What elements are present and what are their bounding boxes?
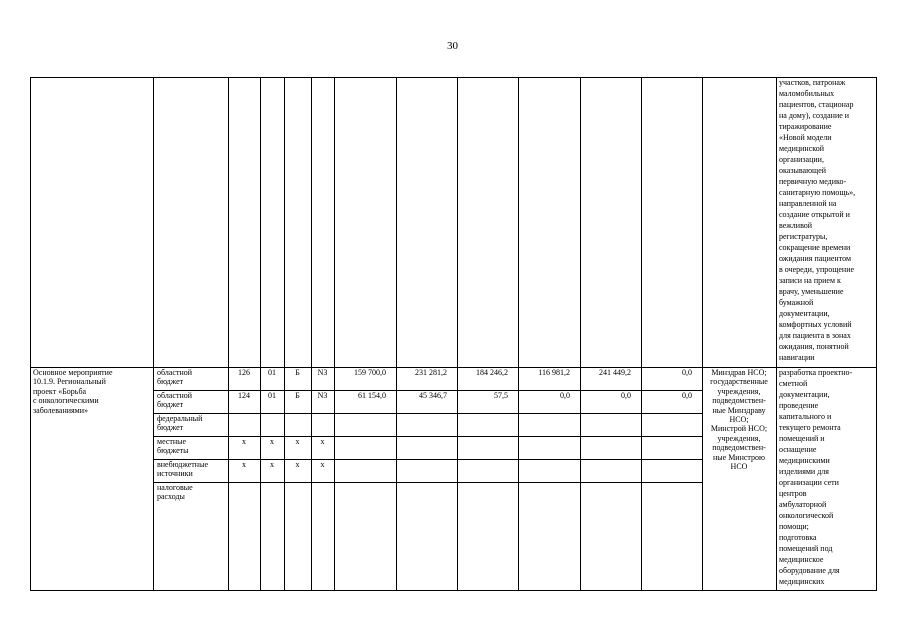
funding-source-label: федеральный — [157, 414, 203, 423]
column-separator — [396, 77, 397, 591]
executor-line: ные Минстрою — [712, 452, 765, 462]
result-text-line: помещений и — [779, 434, 825, 443]
funding-value: 116 981,2 — [538, 368, 570, 377]
funding-source-label: бюджеты — [157, 446, 189, 456]
result-text-line: вежливой — [779, 221, 813, 230]
result-text-line: проведение — [779, 401, 819, 410]
result-text-line: участков, патронаж — [779, 78, 846, 87]
column-separator — [457, 77, 458, 591]
result-text-line: ожидания пациентом — [779, 254, 851, 263]
source-row-separator — [153, 482, 702, 483]
budget-code-rz: 01 — [268, 368, 276, 377]
result-text-line: комфортных условий — [779, 320, 852, 329]
result-text-line: оборудование для — [779, 566, 840, 575]
result-text-line: для пациента в зонах — [779, 331, 851, 340]
funding-source-label: местные — [157, 437, 187, 446]
result-text-line: сметной — [779, 379, 808, 388]
executor-line: Минстрой НСО; — [710, 424, 768, 434]
funding-source-label: бюджет — [157, 400, 184, 410]
budget-code-pr: x — [295, 437, 300, 446]
result-text-line: оказывающей — [779, 166, 827, 175]
table-side-border — [30, 77, 31, 591]
result-text-line: документации, — [779, 390, 830, 399]
result-text-line: текущего ремонта — [779, 423, 841, 432]
result-text-line: медицинскими — [779, 456, 830, 465]
funding-value: 0,0 — [560, 391, 570, 400]
funding-source-label: бюджет — [157, 377, 184, 387]
budget-code-pr: Б — [295, 368, 300, 377]
funding-source-label: внебюджетные — [157, 460, 208, 469]
result-text-line: ожидания, понятной — [779, 342, 849, 351]
funding-source-label: расходы — [157, 492, 185, 502]
result-text-line: медицинское — [779, 555, 824, 564]
budget-code-rz: x — [270, 437, 274, 446]
funding-value: 0,0 — [621, 391, 631, 400]
funding-value: 241 449,2 — [599, 368, 631, 377]
table-top-border — [30, 77, 876, 78]
column-separator — [284, 77, 285, 591]
column-separator — [334, 77, 335, 591]
executor-line: подведомствен- — [712, 396, 766, 406]
executor-line: учреждения, — [717, 386, 761, 396]
funding-value: 61 154,0 — [358, 391, 386, 400]
event-name-line: с онкологическими — [33, 396, 99, 406]
table-side-border — [876, 77, 877, 591]
result-text-line: капитального и — [779, 412, 832, 421]
funding-value: 184 246,2 — [476, 368, 508, 377]
result-text-line: помощи; — [779, 522, 809, 531]
budget-code-rz: 01 — [268, 391, 276, 400]
result-text-line: направленной на — [779, 199, 837, 208]
funding-source-label: бюджет — [157, 423, 184, 433]
column-separator — [776, 77, 777, 591]
column-separator — [580, 77, 581, 591]
budget-code-grbs: x — [242, 460, 246, 469]
executor-line: Минздрав НСО; — [711, 368, 767, 377]
result-text-line: маломобильных — [779, 89, 835, 98]
executor-line: учреждения, — [717, 433, 761, 443]
result-text-line: врачу, уменьшение — [779, 287, 844, 296]
column-separator — [702, 77, 703, 591]
column-separator — [153, 77, 154, 591]
result-text-line: медицинской — [779, 144, 825, 153]
budget-code-csr: x — [320, 437, 325, 446]
result-text-line: записи на прием к — [779, 276, 841, 285]
column-separator — [518, 77, 519, 591]
table-bottom-border — [30, 590, 876, 591]
funding-source-label: областной — [157, 368, 193, 377]
result-text-line: онкологической — [779, 511, 834, 520]
result-text-line: бумажной — [779, 298, 814, 307]
funding-value: 45 346,7 — [419, 391, 447, 400]
result-text-line: в очереди, упрощение — [779, 265, 855, 274]
executor-line: НСО; — [729, 415, 749, 424]
funding-value: 0,0 — [682, 391, 692, 400]
event-name-line: Основное мероприятие — [33, 368, 113, 377]
result-text-line: помещений под — [779, 544, 833, 553]
budget-code-rz: x — [270, 460, 274, 469]
result-text-line: амбулаторной — [779, 500, 827, 509]
budget-code-grbs: 126 — [238, 368, 250, 377]
executor-line: НСО — [730, 462, 748, 471]
event-name-line: заболеваниями» — [33, 405, 89, 415]
result-text-line: пациентов, стационар — [779, 100, 854, 109]
result-text-line: оснащение — [779, 445, 817, 454]
column-separator — [311, 77, 312, 591]
event-name-line: проект «Борьба — [33, 386, 87, 396]
result-text-line: первичную медико- — [779, 177, 847, 186]
result-text-line: медицинских — [779, 577, 825, 586]
funding-value: 231 281,2 — [415, 368, 447, 377]
source-row-separator — [153, 413, 702, 414]
result-text-line: регистратуры, — [779, 232, 828, 241]
column-separator — [641, 77, 642, 591]
budget-code-pr: Б — [295, 391, 300, 400]
result-text-line: тиражирование — [779, 122, 832, 131]
result-text-line: подготовка — [779, 533, 817, 542]
funding-source-label: налоговые — [157, 483, 193, 492]
result-text-line: навигации — [779, 353, 815, 362]
budget-code-csr: N3 — [317, 391, 328, 400]
result-text-line: «Новой модели — [779, 133, 832, 142]
executor-line: подведомствен- — [712, 443, 766, 453]
executor-line: ные Минздраву — [712, 405, 766, 415]
event-name-line: 10.1.9. Региональный — [33, 377, 106, 387]
result-text-line: создание открытой и — [779, 210, 850, 219]
budget-code-csr: N3 — [317, 368, 328, 377]
result-text-line: организации, — [779, 155, 824, 164]
budget-code-grbs: x — [242, 437, 246, 446]
funding-value: 159 700,0 — [354, 368, 386, 377]
result-text-line: разработка проектно- — [779, 368, 853, 377]
funding-source-label: источники — [157, 469, 193, 479]
page-number: 30 — [447, 40, 458, 52]
funding-value: 57,5 — [494, 391, 508, 400]
executor-line: государственные — [710, 377, 768, 387]
column-separator — [228, 77, 229, 591]
result-text-line: центров — [779, 489, 807, 498]
result-text-line: на дому), создание и — [779, 111, 850, 120]
funding-source-label: областной — [157, 391, 193, 400]
column-separator — [260, 77, 261, 591]
result-text-line: документации, — [779, 309, 830, 318]
result-text-line: организации сети — [779, 478, 839, 487]
budget-code-grbs: 124 — [238, 391, 250, 400]
budget-code-pr: x — [295, 460, 300, 469]
result-text-line: санитарную помощь», — [779, 188, 856, 197]
budget-code-csr: x — [320, 460, 325, 469]
result-text-line: изделиями для — [779, 467, 829, 476]
funding-value: 0,0 — [682, 368, 692, 377]
result-text-line: сокращение времени — [779, 243, 851, 252]
